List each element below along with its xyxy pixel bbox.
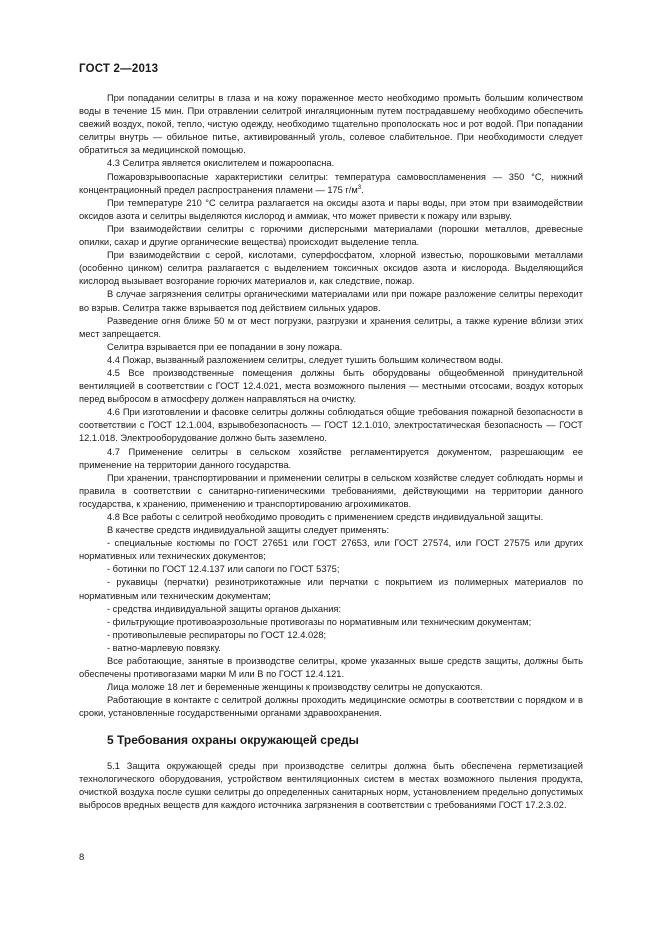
- paragraph: В качестве средств индивидуальной защиты следует применять:: [107, 525, 390, 536]
- paragraph-list: [79, 197, 583, 721]
- paragraph: - специальные костюмы по ГОСТ 27651 или ГОСТ 27653, или ГОСТ 27574, или ГОСТ 27575 или других нормативных или технических документов;: [79, 538, 583, 562]
- paragraph: При взаимодействии селитры с горючими дисперсными материалами (порошки металлов, древесные опилки, сахар и другие органические вещества) происходит выделение тепла.: [79, 223, 583, 248]
- paragraph: 4.4 Пожар, вызванный разложением селитры, следует тушить большим количеством воды.: [107, 354, 504, 365]
- page-header-doc-code: ГОСТ 2—2013: [79, 63, 159, 75]
- document-body: [79, 92, 583, 812]
- paragraph-tail: .: [361, 184, 364, 195]
- section-title: 5 Требования охраны окружающей среды: [107, 732, 359, 747]
- paragraph: Лица моложе 18 лет и беременные женщины к производству селитры не допускаются.: [107, 682, 483, 693]
- paragraph: При хранении, транспортировании и применении селитры в сельском хозяйстве следует соблюдать нормы и правила в соответствии с санитарно-гигиеническими требованиями, действующими на территории данного государства, к хранению, применению и транспортированию агрохимикатов.: [79, 472, 583, 509]
- paragraph: - рукавицы (перчатки) резинотрикотажные или перчатки с покрытием из полимерных материалов по нормативным или техническим документам;: [79, 577, 583, 601]
- paragraph: 4.8 Все работы с селитрой необходимо проводить с применением средств индивидуальной защиты.: [107, 512, 544, 522]
- paragraph: 4.7 Применение селитры в сельском хозяйстве регламентируется документом, разрешающим ее применение на территории данного государства.: [79, 446, 583, 470]
- paragraph: - средства индивидуальной защиты органов дыхания:: [107, 603, 342, 614]
- paragraph-text: Пожаровзрывоопасные характеристики селитры: температура самовоспламенения — 350 °С, нижний концентрационный предел распространения пламени — 175 г/м: [79, 171, 583, 195]
- paragraph: 5.1 Защита окружающей среды при производстве селитры должна быть обеспечена герметизацией технологического оборудования, устройством вентиляционных систем в местах возможного пыления продукта, очисткой воздуха после сушки селитры до определенных санитарных норм, установлением предельно допустимых выбросов вредных веществ для каждого источника загрязнения в соответствии с требованиями ГОСТ 17.2.3.02.: [79, 760, 583, 810]
- page-number: 8: [79, 852, 85, 863]
- paragraph: 4.3 Селитра является окислителем и пожароопасна.: [107, 158, 335, 169]
- paragraph: В случае загрязнения селитры органическими материалами или при пожаре разложение селитры переходит во взрыв. Селитра также взрывается под действием сильных ударов.: [79, 289, 583, 313]
- paragraph: Все работающие, занятые в производстве селитры, кроме указанных выше средств защиты, должны быть обеспечены противогазами марки М или В по ГОСТ 12.4.121.: [79, 656, 583, 680]
- paragraph: Селитра взрывается при ее попадании в зону пожара.: [107, 341, 343, 352]
- paragraph: При взаимодействии с серой, кислотами, суперфосфатом, хлорной известью, порошковыми металлами (особенно цинком) селитра разлагается с выделением токсичных оксидов азота и кислорода. Выделяющийся кислород вызывает возгорание горючих материалов и, как следствие, пожар.: [79, 250, 583, 287]
- paragraph: При температуре 210 °С селитра разлагается на оксиды азота и пары воды, при этом при взаимодействии оксидов азота и селитры выделяются кислород и аммиак, что может привести к пожару или взрыву.: [79, 197, 583, 221]
- paragraph: - противопылевые респираторы по ГОСТ 12.4.028;: [107, 629, 327, 640]
- paragraph-fire-characteristics: [79, 171, 583, 197]
- superscript: 3: [357, 184, 362, 191]
- paragraph: При попадании селитры в глаза и на кожу пораженное место необходимо промыть большим количеством воды в течение 15 мин. При отравлении селитрой ингаляционным путем пострадавшему необходимо обеспечить свежий воздух, покой, тепло, чистую одежду, необходимо тщательно прополоскать нос и рот водой. При попадании селитры внутрь — обильное питье, активированный уголь, солевое слабительное. При необходимости следует обратиться за медицинской помощью.: [79, 93, 583, 156]
- paragraph: 4.6 При изготовлении и фасовке селитры должны соблюдаться общие требования пожарной безопасности в соответствии с ГОСТ 12.1.004, взрывобезопасность — ГОСТ 12.1.010, электростатическая безопасность — ГОСТ 12.1.018. Электрооборудование должно быть заземлено.: [79, 407, 583, 444]
- paragraph: - ботинки по ГОСТ 12.4.137 или сапоги по ГОСТ 5375;: [107, 564, 340, 575]
- paragraph: 4.5 Все производственные помещения должны быть оборудованы общеобменной принудительной вентиляцией в соответствии с ГОСТ 12.4.021, места возможного пыления — местными отсосами, воздух которых перед выбросом в атмосферу должен направляться на очистку.: [79, 367, 583, 405]
- paragraph: Работающие в контакте с селитрой должны проходить медицинские осмотры в соответствии с порядком и в сроки, установленные государственными органами здравоохранения.: [79, 695, 583, 719]
- paragraph: - ватно-марлевую повязку.: [107, 642, 221, 653]
- paragraph: Разведение огня ближе 50 м от мест погрузки, разгрузки и хранения селитры, а также курение вблизи этих мест запрещается.: [79, 315, 583, 339]
- paragraph: - фильтрующие противоаэрозольные противогазы по нормативным или техническим документам;: [107, 616, 532, 627]
